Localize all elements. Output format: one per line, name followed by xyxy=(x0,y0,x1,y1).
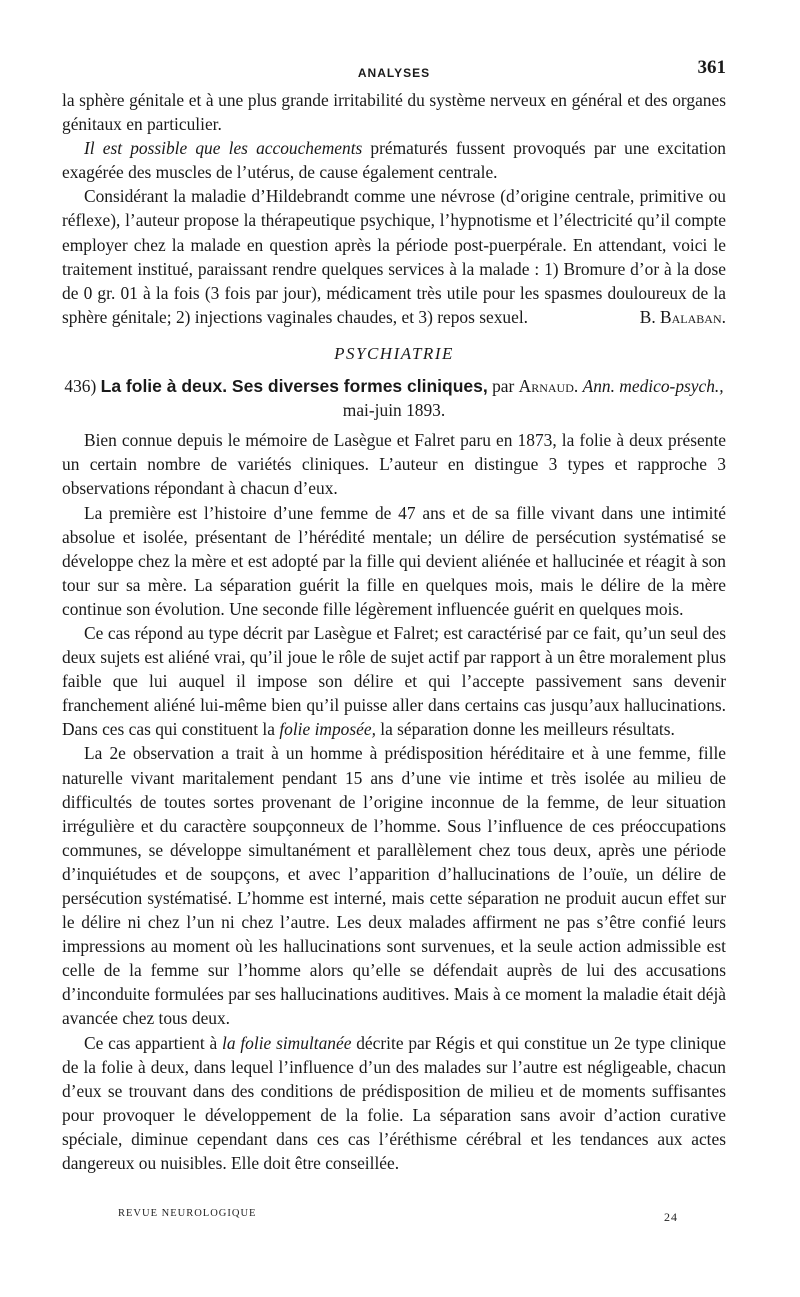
body-paragraph-3-text: Ce cas répond au type décrit par Lasègue et Falret; est caractérisé par ce fait, qu’un seul des deux sujets est aliéné vrai, qu’il joue le rôle de sujet actif par rapport à un être moralement plus faible que lui auquel il impose son délire et qui l’accepte passivement sans devenir franchement aliéné lui-même bien qu’il puisse aller dans certains cas jusqu’aux hallucinations. Dans ces cas qui constituent la xyxy=(62,622,726,740)
intro-paragraph-3 xyxy=(62,184,726,329)
body-paragraph-5-start: Ce cas appartient à xyxy=(84,1032,223,1053)
footer-journal: REVUE NEUROLOGIQUE xyxy=(118,1208,257,1219)
body-paragraph-3-end: la séparation donne les meilleurs résultats. xyxy=(375,719,675,740)
body-paragraph-5-rest: décrite par Régis et qui constitue un 2e type clinique de la folie à deux, dans lequel l’influence d’un des malades sur l’autre est négligeable, chacun d’eux se trouvant dans des conditions de prédisposition de milieu et de moments suffisantes pour provoquer le développement de la folie. La séparation sans avoir d’action curative spéciale, diminue cependant dans ces cas l’éréthisme cérébral et les tendances aux actes dangereux ou nuisibles. Elle doit être conseillée. xyxy=(62,1032,726,1174)
intro-paragraph-3-text: Considérant la maladie d’Hildebrandt comme une névrose (d’origine centrale, primitive ou réflexe), l’auteur propose la thérapeutique psychique, l’hypnotisme et l’électricité qu’il compte employer chez la malade en question après la période post-puerpérale. En attendant, voici le traitement institué, paraissant rendre quelques services à la malade : 1) Bromure d’or à la dose de 0 gr. 01 à la fois (3 fois par jour), médicament très utile pour les spasmes douloureux de la sphère génitale; 2) injections vaginales chaudes, et 3) repos sexuel. xyxy=(62,186,726,327)
folie-imposee-term: folie imposée, xyxy=(279,719,376,740)
intro-italic-phrase: Il est possible que les accouchements xyxy=(84,138,363,159)
intro-paragraph-2-rest: prématurés fussent provoqués par une excitation exagérée des muscles de l’utérus, de cause également centrale. xyxy=(62,138,726,183)
intro-paragraph-1: la sphère génitale et à une plus grande irritabilité du système nerveux en général et des organes génitaux en particulier. xyxy=(62,90,726,135)
signature-mark: 24 xyxy=(664,1210,678,1224)
running-header xyxy=(62,58,726,88)
article-title: La folie à deux. Ses diverses formes cliniques, xyxy=(100,376,488,397)
body-paragraph-1: Bien connue depuis le mémoire de Lasègue et Falret paru en 1873, la folie à deux présente un certain nombre de variétés cliniques. L’auteur en distingue 3 types et rapproche 3 observations répondant à chacun d’eux. xyxy=(62,430,726,499)
article-author: Arnaud. xyxy=(518,376,579,397)
page-footer xyxy=(118,1208,678,1224)
intro-paragraph-2 xyxy=(62,136,726,184)
article-heading xyxy=(62,374,726,422)
article-journal: Ann. medico-psych., xyxy=(582,376,724,397)
article-number: 436) xyxy=(64,376,97,397)
reviewer-signature: B. Balaban. xyxy=(639,306,726,327)
body-paragraph-3 xyxy=(62,621,726,741)
body-paragraph-4: La 2e observation a trait à un homme à prédisposition héréditaire et à une femme, fille naturelle vivant maritalement pendant 15 ans d’une vie intime et très isolée au milieu de difficultés de toutes sortes provenant de l’origine inconnue de la femme, de leur situation irrégulière et du caractère soupçonneux de l’homme. Sous l’influence de ces préoccupations communes, se développe simultanément et parallèlement chez tous deux, après une période d’inquiétudes et de soupçons, et avec l’apparition d’hallucinations de l’ouïe, un délire de persécution systématisé. L’homme est interné, mais cette séparation ne produit aucun effet sur le délire ni chez l’un ni chez l’autre. Les deux malades affirment ne pas s’être confié leurs impressions au moment où les hallucinations sont survenues, et la seule action admissible est celle de la femme sur l’homme alors qu’elle se défendait auprès de lui des accusations d’inconduite formulées par ses hallucinations auditives. Mais à ce moment la maladie était déjà avancée chez tous deux. xyxy=(62,743,726,1029)
page-number: 361 xyxy=(697,57,726,78)
page-content xyxy=(62,58,726,1175)
body-paragraph-5 xyxy=(62,1031,726,1176)
folie-simultanee-term: la folie simultanée xyxy=(222,1032,352,1053)
running-title: ANALYSES xyxy=(357,66,431,80)
body-paragraph-2: La première est l’histoire d’une femme de 47 ans et de sa fille vivant dans une intimité absolue et isolée, présentant de l’hérédité mentale; un délire de persécution systématisé se développe chez la mère et est adopté par la fille qui devient aliénée et hallucinée et réagit à son tour sur sa mère. La séparation guérit la fille en quelques mois, mais le délire de la mère continue son évolution. Une seconde fille légèrement influencée guérit en quelques mois. xyxy=(62,502,726,619)
section-title: PSYCHIATRIE xyxy=(334,343,454,363)
article-by: par xyxy=(487,376,519,397)
article-date: mai-juin 1893. xyxy=(342,400,446,421)
